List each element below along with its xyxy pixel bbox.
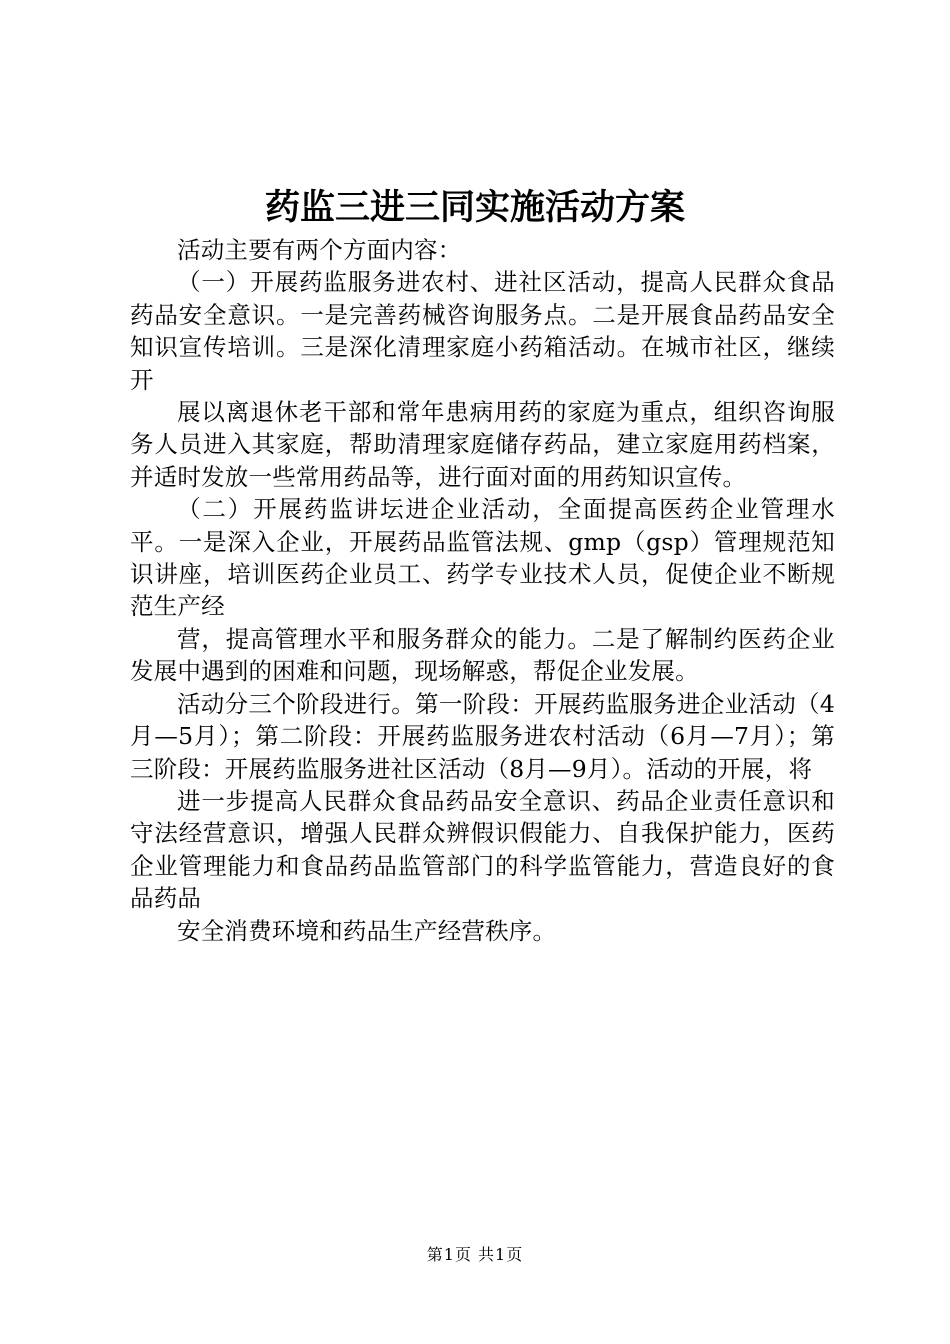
- paragraph-goals: 进一步提高人民群众食品药品安全意识、药品企业责任意识和守法经营意识，增强人民群众辨假识假能力、自我保护能力，医药企业管理能力和食品药品监管部门的科学监管能力，营造良好的食品药品: [130, 786, 835, 913]
- paragraph-section-one-continued: 展以离退休老干部和常年患病用药的家庭为重点，组织咨询服务人员进入其家庭，帮助清理家庭储存药品，建立家庭用药档案，并适时发放一些常用药品等，进行面对面的用药知识宣传。: [130, 398, 835, 491]
- document-body: [130, 234, 835, 947]
- paragraph-section-two-continued: 营，提高管理水平和服务群众的能力。二是了解制约医药企业发展中遇到的困难和问题，现场解惑，帮促企业发展。: [130, 624, 835, 686]
- page-footer: 第1页 共1页: [426, 1245, 524, 1264]
- paragraph-section-one: （一）开展药监服务进农村、进社区活动，提高人民群众食品药品安全意识。一是完善药械咨询服务点。二是开展食品药品安全知识宣传培训。三是深化清理家庭小药箱活动。在城市社区，继续开: [130, 268, 835, 394]
- document-title: 药监三进三同实施活动方案: [264, 187, 685, 228]
- paragraph-intro: 活动主要有两个方面内容：: [177, 236, 462, 264]
- paragraph-closing: 安全消费环境和药品生产经营秩序。: [177, 916, 557, 945]
- paragraph-phases: 活动分三个阶段进行。第一阶段：开展药监服务进企业活动（4月—5月）；第二阶段：开展药监服务进农村活动（6月—7月）；第三阶段：开展药监服务进社区活动（8月—9月）。活动的开展，将: [130, 689, 835, 783]
- paragraph-section-two: （二）开展药监讲坛进企业活动，全面提高医药企业管理水平。一是深入企业，开展药品监管法规、gmp（gsp）管理规范知识讲座，培训医药企业员工、药学专业技术人员，促使企业不断规范生产经: [130, 495, 835, 621]
